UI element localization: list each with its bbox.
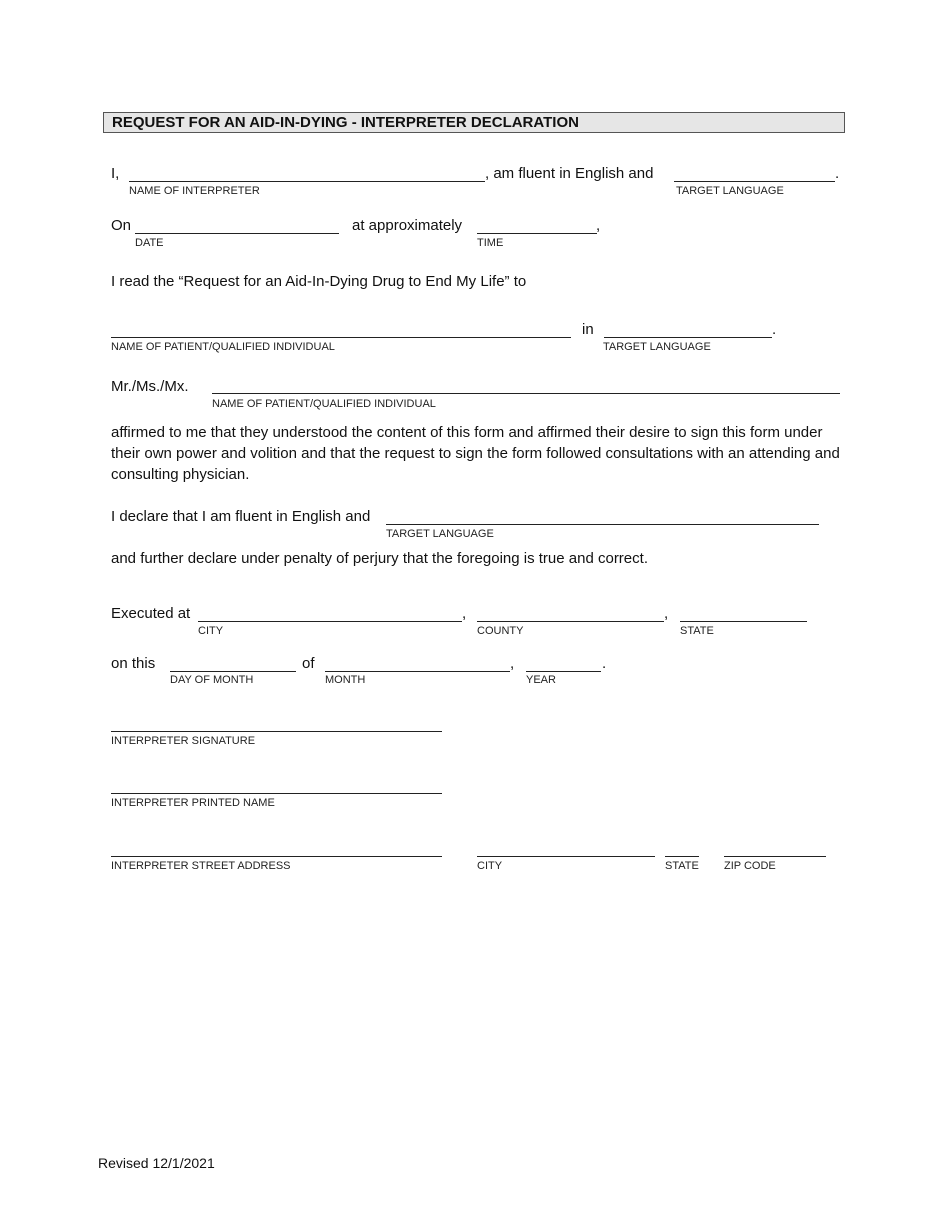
onthis-comma: ,	[510, 655, 515, 672]
line5-prefix: Mr./Ms./Mx.	[111, 378, 189, 395]
interpreter-zip-field[interactable]	[724, 856, 826, 857]
interpreter-name-field[interactable]	[129, 181, 485, 182]
label-interpreter-name: NAME OF INTERPRETER	[129, 185, 260, 197]
read-request-text: I read the “Request for an Aid-In-Dying Drug to End My Life” to	[111, 273, 527, 290]
interpreter-state-field[interactable]	[665, 856, 699, 857]
patient-name-field-1[interactable]	[111, 337, 571, 338]
executed-county-field[interactable]	[477, 621, 664, 622]
date-field[interactable]	[135, 233, 339, 234]
label-executed-state: STATE	[680, 625, 714, 637]
patient-name-field-2[interactable]	[212, 393, 840, 394]
year-field[interactable]	[526, 671, 601, 672]
perjury-text: and further declare under penalty of perjury that the foregoing is true and correct.	[111, 550, 648, 567]
line1-prefix: I,	[111, 165, 120, 182]
line1-middle: , am fluent in English and	[485, 165, 654, 182]
executed-comma-2: ,	[664, 605, 669, 622]
month-field[interactable]	[325, 671, 510, 672]
target-language-field-3[interactable]	[386, 524, 819, 525]
onthis-prefix: on this	[111, 655, 156, 672]
line1-suffix: .	[835, 165, 840, 182]
label-patient-name-2: NAME OF PATIENT/QUALIFIED INDIVIDUAL	[212, 398, 436, 410]
time-field[interactable]	[477, 233, 597, 234]
executed-prefix: Executed at	[111, 605, 191, 622]
onthis-of: of	[302, 655, 315, 672]
line4-suffix: .	[772, 321, 777, 338]
form-header	[103, 112, 845, 133]
label-target-language-1: TARGET LANGUAGE	[676, 185, 784, 197]
target-language-field-1[interactable]	[674, 181, 835, 182]
onthis-period: .	[602, 655, 607, 672]
line2-middle: at approximately	[352, 217, 463, 234]
label-time: TIME	[477, 237, 504, 249]
label-interpreter-state: STATE	[665, 860, 699, 872]
form-title: REQUEST FOR AN AID-IN-DYING - INTERPRETER DECLARATION	[112, 114, 579, 131]
label-executed-city: CITY	[198, 625, 224, 637]
affirmation-paragraph: affirmed to me that they understood the content of this form and affirmed their desire to sign this form under their own power and volition and that the request to sign the form followed consultations with an attending and consulting physician.	[111, 424, 840, 483]
interpreter-street-address-field[interactable]	[111, 856, 442, 857]
label-patient-name-1: NAME OF PATIENT/QUALIFIED INDIVIDUAL	[111, 341, 335, 353]
label-executed-county: COUNTY	[477, 625, 524, 637]
interpreter-city-field[interactable]	[477, 856, 655, 857]
executed-comma-1: ,	[462, 605, 467, 622]
revised-date: Revised 12/1/2021	[98, 1155, 215, 1171]
label-target-language-3: TARGET LANGUAGE	[386, 528, 494, 540]
label-interpreter-printed-name: INTERPRETER PRINTED NAME	[111, 797, 275, 809]
executed-city-field[interactable]	[198, 621, 462, 622]
label-interpreter-zip: ZIP CODE	[724, 860, 776, 872]
executed-state-field[interactable]	[680, 621, 807, 622]
label-month: MONTH	[325, 674, 366, 686]
line2-suffix: ,	[596, 217, 601, 234]
label-interpreter-street: INTERPRETER STREET ADDRESS	[111, 860, 291, 872]
declare-text: I declare that I am fluent in English and	[111, 508, 371, 525]
day-of-month-field[interactable]	[170, 671, 296, 672]
interpreter-printed-name-field[interactable]	[111, 793, 442, 794]
line4-middle: in	[582, 321, 594, 338]
label-interpreter-signature: INTERPRETER SIGNATURE	[111, 735, 256, 747]
label-day-of-month: DAY OF MONTH	[170, 674, 254, 686]
label-date: DATE	[135, 237, 164, 249]
interpreter-signature-field[interactable]	[111, 731, 442, 732]
label-year: YEAR	[526, 674, 556, 686]
target-language-field-2[interactable]	[604, 337, 772, 338]
label-target-language-2: TARGET LANGUAGE	[603, 341, 711, 353]
label-interpreter-city: CITY	[477, 860, 503, 872]
line2-prefix: On	[111, 217, 132, 234]
